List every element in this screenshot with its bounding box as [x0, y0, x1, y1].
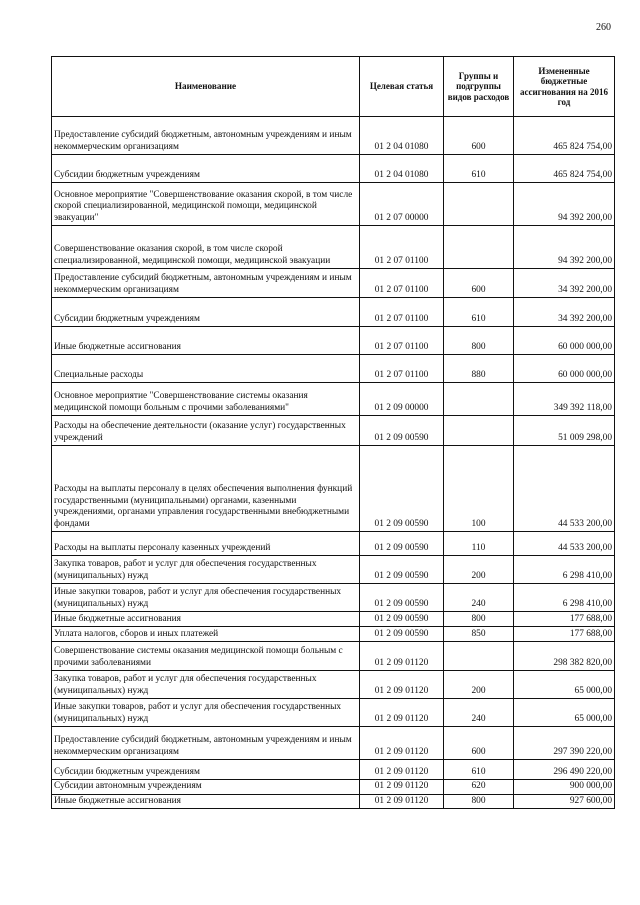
row-amount: 349 392 118,00 [514, 383, 615, 416]
row-name: Основное мероприятие "Совершенствование оказания скорой, в том числе скорой специализированной, медицинской помощи, медицинской эвакуации" [52, 183, 360, 226]
row-amount: 465 824 754,00 [514, 117, 615, 155]
row-name: Иные бюджетные ассигнования [52, 612, 360, 627]
table-row [52, 671, 615, 699]
row-name: Иные бюджетные ассигнования [52, 794, 360, 809]
row-amount: 34 392 200,00 [514, 298, 615, 327]
row-amount: 6 298 410,00 [514, 584, 615, 612]
page-number: 260 [596, 22, 611, 33]
row-name: Предоставление субсидий бюджетным, автономным учреждениям и иным некоммерческим организациям [52, 117, 360, 155]
row-group: 200 [444, 671, 514, 699]
budget-table [51, 56, 615, 809]
row-group: 850 [444, 627, 514, 642]
table-row [52, 416, 615, 446]
table-row [52, 298, 615, 327]
row-group: 620 [444, 780, 514, 795]
row-amount: 44 533 200,00 [514, 446, 615, 532]
table-row [52, 794, 615, 809]
row-code: 01 2 09 01120 [360, 780, 444, 795]
table-row [52, 355, 615, 383]
row-name: Предоставление субсидий бюджетным, автономным учреждениям и иным некоммерческим организациям [52, 727, 360, 760]
row-group: 610 [444, 298, 514, 327]
row-code: 01 2 09 01120 [360, 727, 444, 760]
row-amount: 465 824 754,00 [514, 155, 615, 183]
row-group: 610 [444, 155, 514, 183]
row-group: 110 [444, 532, 514, 556]
table-row [52, 584, 615, 612]
row-name: Расходы на выплаты персоналу в целях обеспечения выполнения функций государственными (муниципальными) органами, казенными учреждениями, органами управления государственными внебюджетными фондами [52, 446, 360, 532]
table-row [52, 383, 615, 416]
row-amount: 6 298 410,00 [514, 556, 615, 584]
table-row [52, 727, 615, 760]
header-code: Целевая статья [360, 57, 444, 117]
row-amount: 927 600,00 [514, 794, 615, 809]
table-row [52, 183, 615, 226]
row-group: 800 [444, 612, 514, 627]
row-code: 01 2 09 00590 [360, 446, 444, 532]
row-group: 800 [444, 327, 514, 355]
row-amount: 297 390 220,00 [514, 727, 615, 760]
row-group [444, 416, 514, 446]
row-name: Предоставление субсидий бюджетным, автономным учреждениям и иным некоммерческим организациям [52, 269, 360, 298]
row-amount: 60 000 000,00 [514, 355, 615, 383]
header-name: Наименование [52, 57, 360, 117]
row-group: 610 [444, 760, 514, 780]
row-code: 01 2 09 00590 [360, 584, 444, 612]
table-row [52, 446, 615, 532]
row-group: 240 [444, 699, 514, 727]
row-name: Расходы на обеспечение деятельности (оказание услуг) государственных учреждений [52, 416, 360, 446]
row-code: 01 2 09 01120 [360, 699, 444, 727]
row-code: 01 2 07 01100 [360, 269, 444, 298]
table-row [52, 532, 615, 556]
table-row [52, 612, 615, 627]
row-code: 01 2 09 00000 [360, 383, 444, 416]
table-header-row [52, 57, 615, 117]
row-name: Субсидии бюджетным учреждениям [52, 298, 360, 327]
row-code: 01 2 09 01120 [360, 760, 444, 780]
row-amount: 44 533 200,00 [514, 532, 615, 556]
row-group [444, 226, 514, 269]
row-code: 01 2 04 01080 [360, 117, 444, 155]
row-amount: 298 382 820,00 [514, 642, 615, 671]
row-group: 600 [444, 269, 514, 298]
table-row [52, 699, 615, 727]
row-amount: 65 000,00 [514, 699, 615, 727]
row-code: 01 2 09 01120 [360, 794, 444, 809]
row-group: 200 [444, 556, 514, 584]
row-amount: 177 688,00 [514, 627, 615, 642]
row-group [444, 183, 514, 226]
row-name: Расходы на выплаты персоналу казенных учреждений [52, 532, 360, 556]
row-code: 01 2 09 01120 [360, 642, 444, 671]
row-group: 240 [444, 584, 514, 612]
row-group: 600 [444, 727, 514, 760]
row-group: 100 [444, 446, 514, 532]
row-code: 01 2 09 00590 [360, 556, 444, 584]
row-name: Уплата налогов, сборов и иных платежей [52, 627, 360, 642]
row-name: Специальные расходы [52, 355, 360, 383]
row-name: Иные бюджетные ассигнования [52, 327, 360, 355]
table-row [52, 226, 615, 269]
row-amount: 65 000,00 [514, 671, 615, 699]
row-name: Иные закупки товаров, работ и услуг для обеспечения государственных (муниципальных) нужд [52, 584, 360, 612]
row-code: 01 2 09 00590 [360, 532, 444, 556]
table-row [52, 642, 615, 671]
table-row [52, 627, 615, 642]
row-name: Совершенствование оказания скорой, в том числе скорой специализированной, медицинской помощи, медицинской эвакуации [52, 226, 360, 269]
row-code: 01 2 07 00000 [360, 183, 444, 226]
row-amount: 94 392 200,00 [514, 183, 615, 226]
row-code: 01 2 09 01120 [360, 671, 444, 699]
row-name: Субсидии автономным учреждениям [52, 780, 360, 795]
row-name: Закупка товаров, работ и услуг для обеспечения государственных (муниципальных) нужд [52, 556, 360, 584]
row-code: 01 2 09 00590 [360, 627, 444, 642]
row-name: Совершенствование системы оказания медицинской помощи больным с прочими заболеваниями [52, 642, 360, 671]
row-name: Субсидии бюджетным учреждениям [52, 155, 360, 183]
table-row [52, 760, 615, 780]
row-code: 01 2 04 01080 [360, 155, 444, 183]
row-amount: 34 392 200,00 [514, 269, 615, 298]
table-row [52, 269, 615, 298]
row-amount: 296 490 220,00 [514, 760, 615, 780]
table-row [52, 556, 615, 584]
row-amount: 900 000,00 [514, 780, 615, 795]
row-group [444, 383, 514, 416]
row-code: 01 2 09 00590 [360, 612, 444, 627]
row-name: Основное мероприятие "Совершенствование системы оказания медицинской помощи больным с прочими заболеваниями" [52, 383, 360, 416]
header-amount: Измененные бюджетные ассигнования на 2016 год [514, 57, 615, 117]
row-amount: 177 688,00 [514, 612, 615, 627]
row-name: Субсидии бюджетным учреждениям [52, 760, 360, 780]
table-row [52, 117, 615, 155]
row-code: 01 2 07 01100 [360, 355, 444, 383]
row-name: Закупка товаров, работ и услуг для обеспечения государственных (муниципальных) нужд [52, 671, 360, 699]
row-group [444, 642, 514, 671]
row-code: 01 2 07 01100 [360, 226, 444, 269]
row-amount: 51 009 298,00 [514, 416, 615, 446]
table-row [52, 155, 615, 183]
row-amount: 94 392 200,00 [514, 226, 615, 269]
row-group: 880 [444, 355, 514, 383]
row-name: Иные закупки товаров, работ и услуг для обеспечения государственных (муниципальных) нужд [52, 699, 360, 727]
row-group: 600 [444, 117, 514, 155]
row-amount: 60 000 000,00 [514, 327, 615, 355]
header-group: Группы и подгруппы видов расходов [444, 57, 514, 117]
row-code: 01 2 09 00590 [360, 416, 444, 446]
table-row [52, 327, 615, 355]
table-row [52, 780, 615, 795]
row-group: 800 [444, 794, 514, 809]
row-code: 01 2 07 01100 [360, 327, 444, 355]
row-code: 01 2 07 01100 [360, 298, 444, 327]
